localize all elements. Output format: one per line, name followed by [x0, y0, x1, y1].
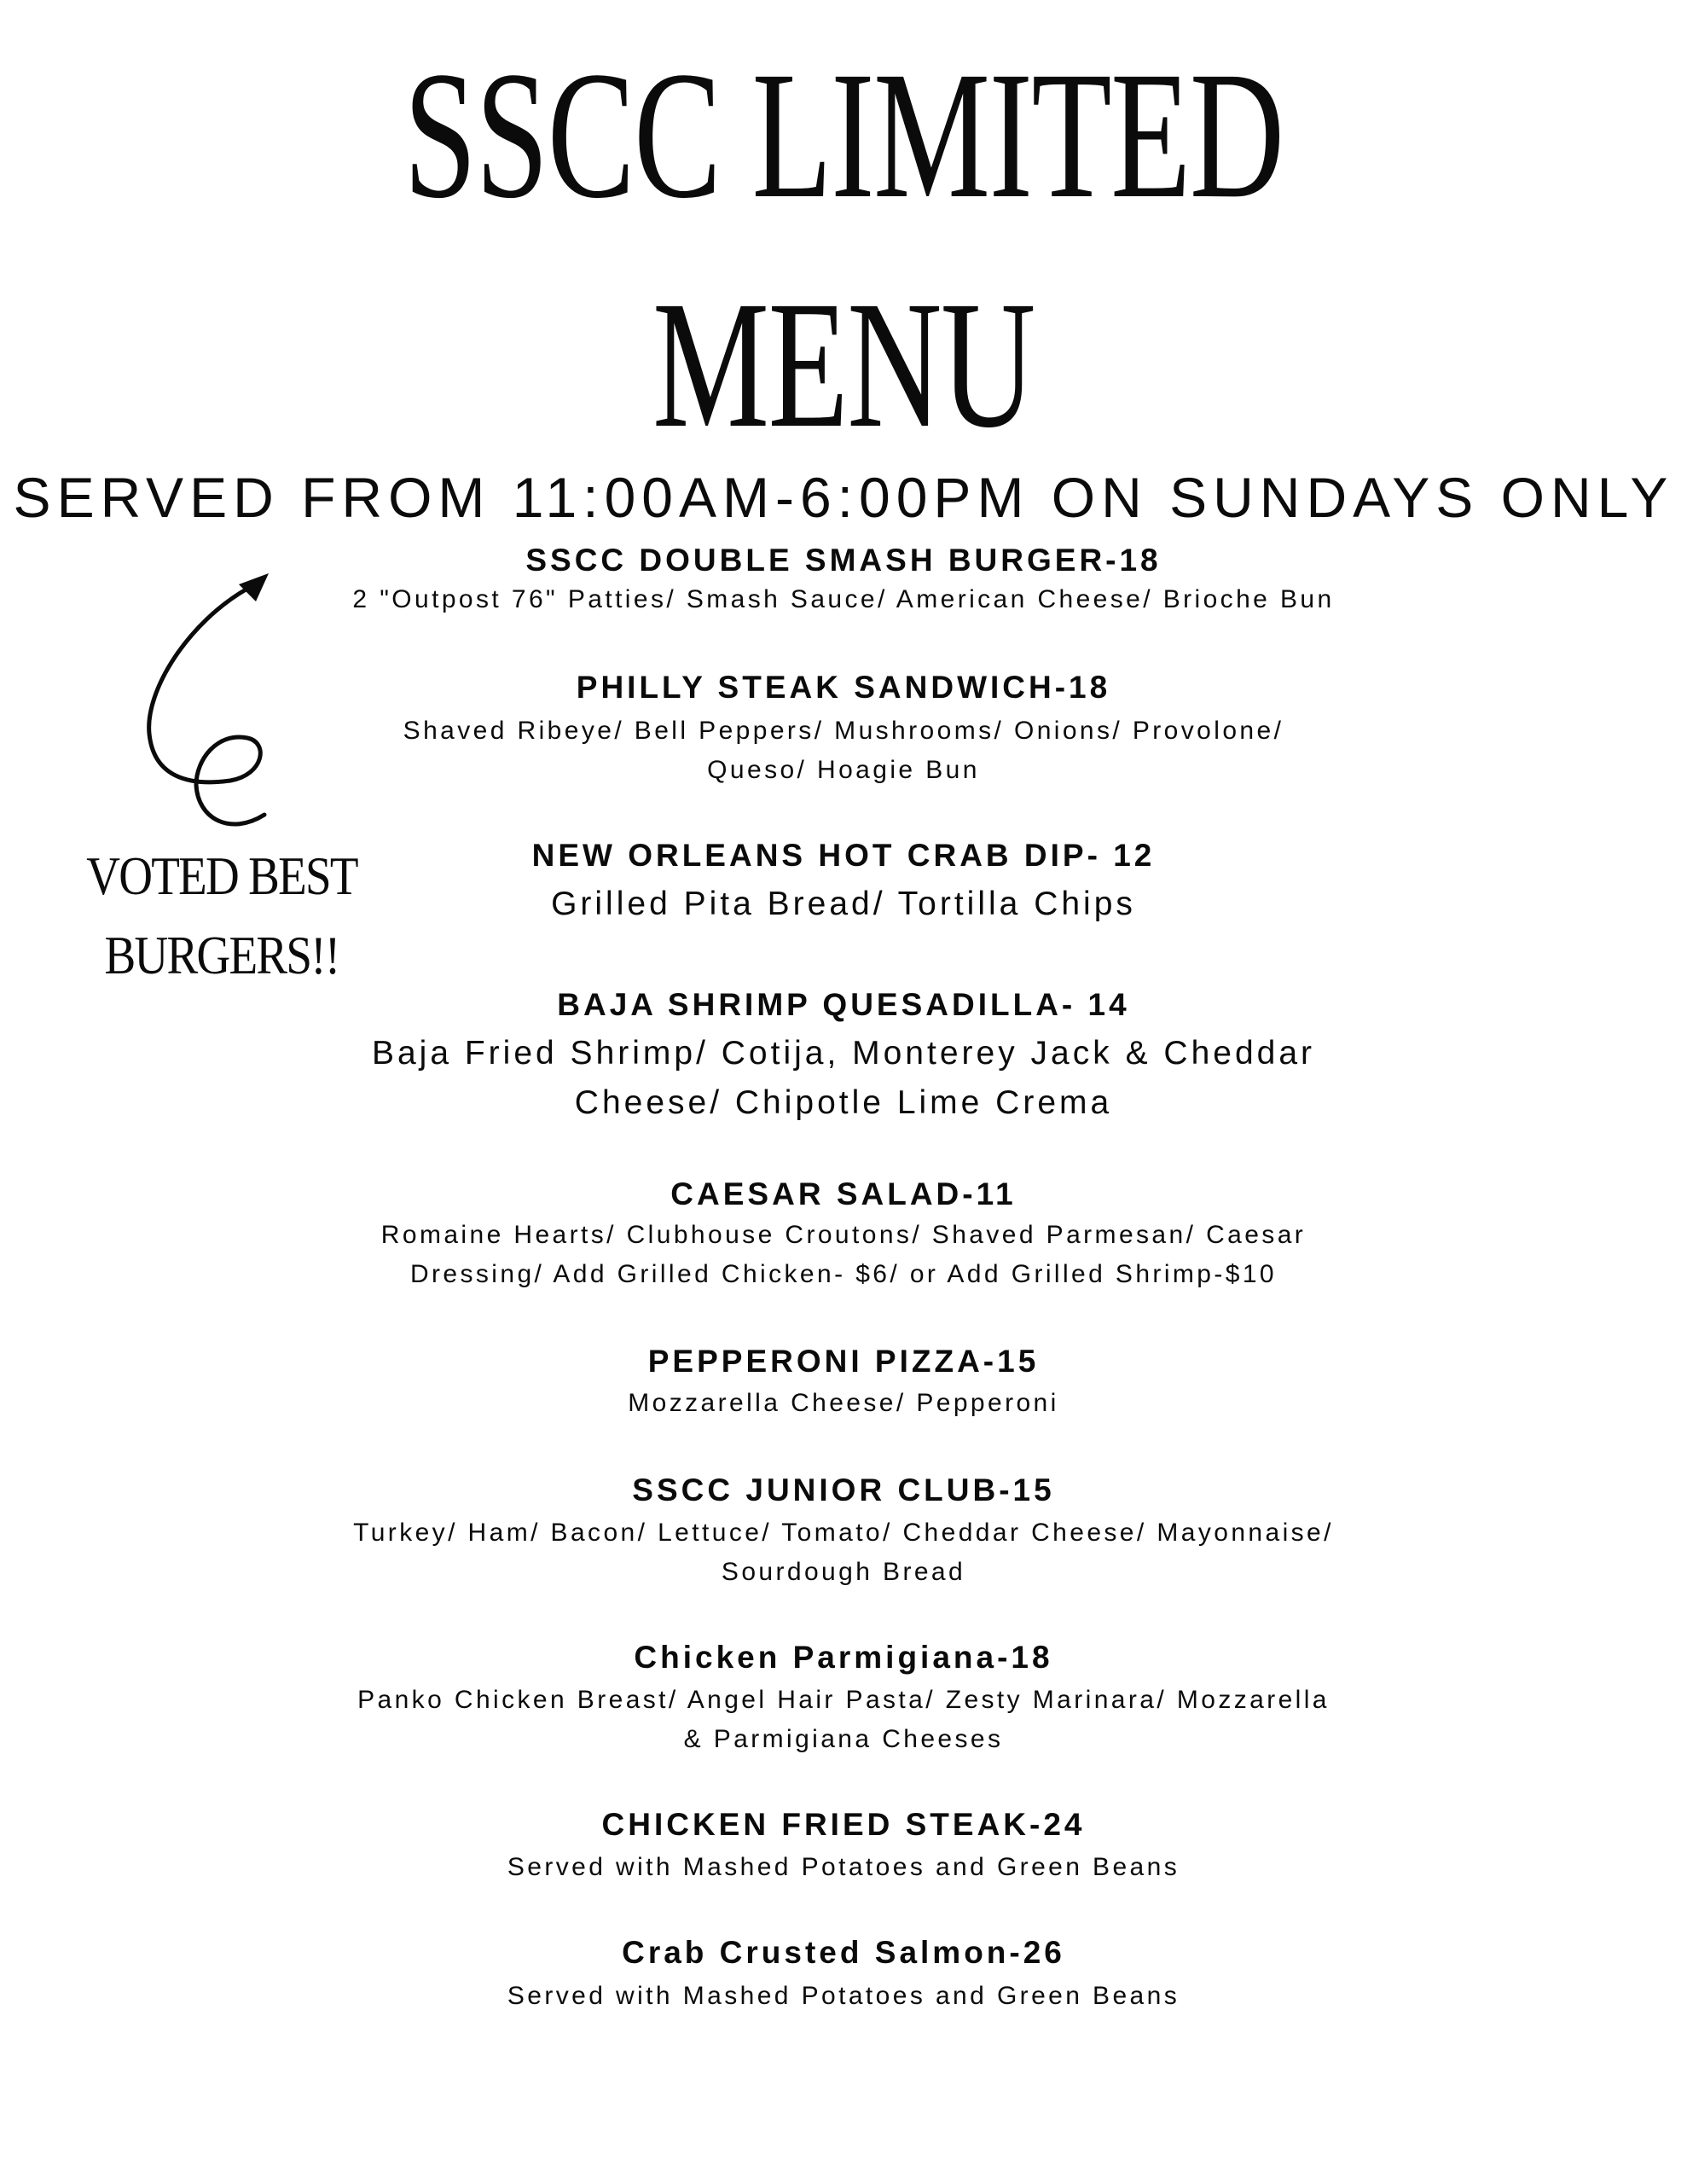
item-title: SSCC JUNIOR CLUB-15 — [632, 1472, 1055, 1507]
item-description: Mozzarella Cheese/ Pepperoni — [628, 1389, 1059, 1417]
item-description: Romaine Hearts/ Clubhouse Croutons/ Shaved Parmesan/ Caesar — [380, 1221, 1307, 1249]
item-title: SSCC DOUBLE SMASH BURGER-18 — [525, 543, 1162, 578]
item-title: CAESAR SALAD-11 — [670, 1176, 1017, 1211]
item-title: Chicken Parmigiana-18 — [634, 1640, 1053, 1675]
menu-title-line2: MENU — [652, 264, 1035, 466]
serving-hours: SERVED FROM 11:00AM-6:00PM ON SUNDAYS ONLY — [13, 466, 1674, 529]
item-description: Shaved Ribeye/ Bell Peppers/ Mushrooms/ Onions/ Provolone/ — [403, 717, 1284, 745]
item-description: 2 "Outpost 76" Patties/ Smash Sauce/ American Cheese/ Brioche Bun — [352, 585, 1335, 613]
item-description: Grilled Pita Bread/ Tortilla Chips — [551, 886, 1136, 922]
item-description: Sourdough Bread — [721, 1558, 966, 1586]
item-description: Turkey/ Ham/ Bacon/ Lettuce/ Tomato/ Cheddar Cheese/ Mayonnaise/ — [353, 1519, 1334, 1547]
item-description: Served with Mashed Potatoes and Green Beans — [507, 1982, 1180, 2010]
item-description: Panko Chicken Breast/ Angel Hair Pasta/ Zesty Marinara/ Mozzarella — [357, 1686, 1330, 1714]
item-description: Dressing/ Add Grilled Chicken- $6/ or Add Grilled Shrimp-$10 — [409, 1260, 1278, 1288]
voted-best-line1: VOTED BEST — [86, 845, 357, 906]
item-title: NEW ORLEANS HOT CRAB DIP- 12 — [531, 838, 1156, 873]
voted-best-line2: BURGERS!! — [104, 925, 339, 985]
item-title: PEPPERONI PIZZA-15 — [647, 1344, 1040, 1379]
item-description: Cheese/ Chipotle Lime Crema — [574, 1084, 1113, 1121]
item-description: Served with Mashed Potatoes and Green Beans — [507, 1853, 1180, 1881]
item-title: CHICKEN FRIED STEAK-24 — [601, 1807, 1086, 1842]
item-description: & Parmigiana Cheeses — [683, 1725, 1004, 1753]
item-title: BAJA SHRIMP QUESADILLA- 14 — [557, 987, 1130, 1022]
item-description: Queso/ Hoagie Bun — [707, 756, 980, 784]
menu-title-line1: SSCC LIMITED — [403, 34, 1284, 236]
item-title: PHILLY STEAK SANDWICH-18 — [576, 670, 1111, 705]
item-description: Baja Fried Shrimp/ Cotija, Monterey Jack & Cheddar — [371, 1035, 1316, 1072]
item-title: Crab Crusted Salmon-26 — [622, 1935, 1065, 1970]
